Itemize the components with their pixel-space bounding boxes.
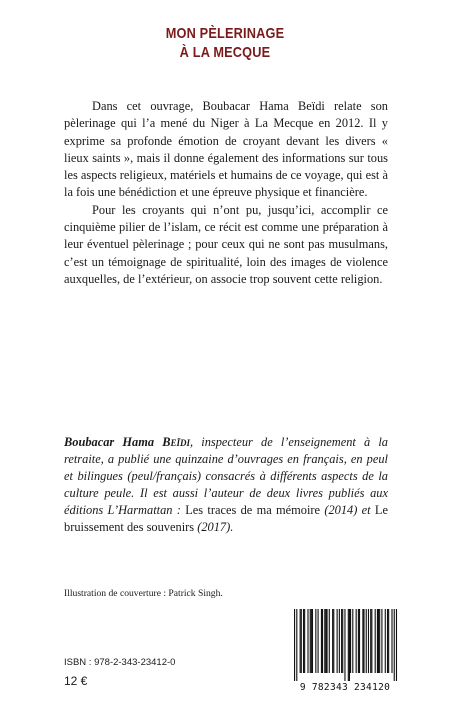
barcode	[286, 607, 404, 693]
barcode-bar	[387, 609, 388, 673]
barcode-bar	[304, 609, 305, 673]
book-year-2: (2017).	[194, 520, 234, 534]
barcode-bar	[352, 609, 353, 673]
title-line-1: MON PÈLERINAGE	[165, 25, 285, 42]
barcode-bar	[350, 609, 351, 673]
book-title-2: Le bruissement des souvenirs	[64, 503, 388, 534]
barcode-bar	[296, 609, 297, 681]
book-year-1: (2014) et	[320, 503, 375, 517]
barcode-bar	[341, 609, 342, 673]
barcode-bar	[294, 609, 295, 681]
barcode-bar	[310, 609, 311, 673]
title-line-2: À LA MECQUE	[179, 44, 271, 61]
barcode-bar	[388, 609, 389, 673]
barcode-bar	[303, 609, 304, 673]
author-bio	[64, 434, 388, 536]
barcode-bar	[318, 609, 319, 673]
barcode-bar	[311, 609, 312, 673]
barcode-bar	[356, 609, 357, 673]
isbn: ISBN : 978-2-343-23412-0	[64, 657, 176, 668]
barcode-bar	[324, 609, 325, 673]
bio-text: , inspecteur de l’enseignement à la retraite, a publié une quinzaine d’ouvrages en français, en peul et bilingues (peul/français) consacrés à différents aspects de la culture peule. Il est aussi l’auteur de deux livres publiés aux éditions L’Harmattan :	[64, 435, 388, 517]
barcode-bar	[300, 609, 301, 673]
barcode-bar	[315, 609, 316, 673]
bio-paragraph	[64, 434, 388, 536]
book-title-1: Les traces de ma mémoire	[185, 503, 321, 517]
barcode-bar	[378, 609, 379, 673]
barcode-bar	[396, 609, 397, 681]
barcode-bar	[344, 609, 345, 681]
book-title	[0, 24, 450, 62]
barcode-bar	[322, 609, 323, 673]
barcode-bar	[385, 609, 386, 673]
barcode-bar	[391, 609, 392, 673]
price: 12 €	[64, 674, 88, 688]
barcode-bar	[348, 609, 349, 681]
barcode-bar	[381, 609, 382, 673]
barcode-bar	[363, 609, 364, 673]
barcode-bar	[375, 609, 376, 673]
barcode-bar	[339, 609, 340, 673]
barcode-bar	[326, 609, 327, 673]
barcode-bar	[368, 609, 369, 673]
barcode-bar	[325, 609, 326, 673]
barcode-bar	[362, 609, 363, 673]
barcode-bar	[379, 609, 380, 673]
barcode-bar	[329, 609, 330, 673]
barcode-bar	[394, 609, 395, 681]
book-summary	[64, 98, 388, 288]
summary-paragraph-1: Dans cet ouvrage, Boubacar Hama Beïdi relate son pèlerinage qui l’a mené du Niger à La Mecque en 2012. Il y exprime sa profonde émotion de croyant devant les divers « lieux saints », mais il donne également des informations sur tous les aspects religieux, matériels et humains de ce voyage, qui est à la fois une bénédiction et une épreuve physique et financière.	[64, 99, 388, 200]
barcode-bar	[359, 609, 360, 673]
barcode-bar	[358, 609, 359, 673]
barcode-bar	[366, 609, 367, 673]
barcode-bar	[312, 609, 313, 673]
barcode-bar	[370, 609, 371, 673]
barcode-bar	[301, 609, 302, 673]
barcode-bar	[342, 609, 343, 673]
barcode-bar	[371, 609, 372, 673]
summary-paragraph-2: Pour les croyants qui n’ont pu, jusqu’ici, accomplir ce cinquième pilier de l’islam, ce récit est comme une préparation à leur éventuel pèlerinage ; pour ceux qui ne sont pas musulmans, c’est un témoignage de spiritualité, loin des images de violence auxquelles, de l’extérieur, on associe trop souvent cette religion.	[64, 202, 388, 286]
author-surname: Beïdi	[162, 435, 191, 449]
barcode-bar	[321, 609, 322, 673]
barcode-bar	[332, 609, 333, 673]
barcode-bar	[337, 609, 338, 673]
barcode-bars	[286, 607, 404, 681]
barcode-bar	[333, 609, 334, 673]
barcode-bar	[377, 609, 378, 673]
barcode-bar	[307, 609, 308, 673]
author-name: Boubacar Hama	[64, 435, 155, 449]
barcode-bar	[349, 609, 350, 681]
barcode-digits: 9 782343 234120	[299, 682, 391, 693]
cover-credit: Illustration de couverture : Patrick Singh.	[64, 588, 223, 599]
